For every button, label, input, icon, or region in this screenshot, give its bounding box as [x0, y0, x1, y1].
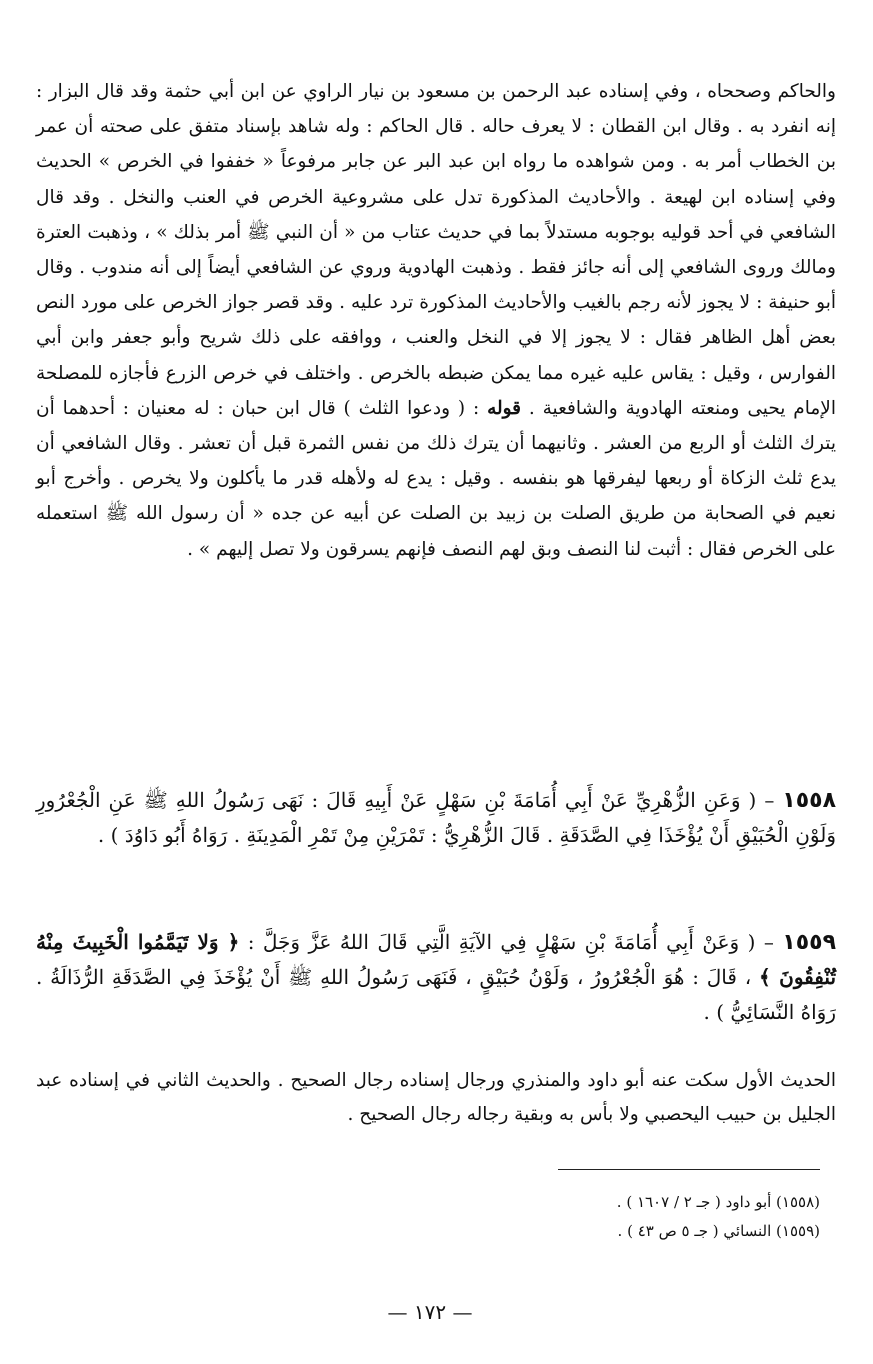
hadith-dash: – — [764, 788, 775, 812]
grading-paragraph — [36, 1064, 836, 1132]
footnotes — [300, 1188, 820, 1246]
footnote: (١٥٥٨) أبو داود ( جـ ٢ / ١٦٠٧ ) . — [616, 1193, 820, 1211]
hadith-number: ١٥٥٩ — [782, 930, 836, 955]
grading-text: الحديث الأول سكت عنه أبو داود والمنذري ورجال إسناده رجال الصحيح . والحديث الثاني في إسناده عبد الجليل بن حبيب اليحصبي ولا بأس به وبقية رجاله رجال الصحيح . — [36, 1070, 836, 1125]
hadith-text-continued: ، قَالَ : هُوَ الْجُعْرُورُ ، وَلَوْنُ حُبَيْقٍ ، فَنَهَى رَسُولُ اللهِ ﷺ أَنْ يُؤْخَذَ فِي الصَّدَقَةِ الرُّذَالَةُ . رَوَاهُ النَّسَائِيُّ ) . — [36, 965, 836, 1024]
hadith-number: ١٥٥٨ — [782, 788, 837, 813]
hadith-text: ( وَعَنْ أَبِي أُمَامَةَ بْنِ سَهْلٍ فِي الآيَةِ الَّتِي قَالَ اللهُ عَزَّ وَجَلَّ : — [247, 930, 756, 954]
commentary-text: والحاكم وصححاه ، وفي إسناده عبد الرحمن بن مسعود بن نيار الراوي عن ابن أبي حثمة وقد قال البزار : إنه انفرد به . وقال ابن القطان : لا يعرف حاله . قال الحاكم : وله شاهد بإسناد متفق على صحته أن عمر بن الخطاب أمر به . ومن شواهده ما رواه ابن عبد البر عن جابر مرفوعاً « خففوا في الخرص » الحديث وفي إسناده ابن لهيعة . والأحاديث المذكورة تدل على مشروعية الخرص في العنب والنخل . وقد قال الشافعي في أحد قوليه بوجوبه مستدلاً بما في حديث عتاب من « أن النبي ﷺ أمر بذلك » ، وذهبت العترة ومالك وروى الشافعي إلى أنه جائز فقط . وذهبت الهادوية وروي عن الشافعي أيضاً إلى أنه مندوب . وقال أبو حنيفة : لا يجوز لأنه رجم بالغيب والأحاديث المذكورة ترد عليه . وقد قصر جواز الخرص على مورد النص بعض أهل الظاهر فقال : لا يجوز إلا في النخل والعنب ، ووافقه على ذلك شريح وأبو جعفر وابن أبي الفوارس ، وقيل : يقاس عليه غيره مما يمكن ضبطه بالخرص . واختلف في خرص الزرع فأجازه للمصلحة الإمام يحيى ومنعته الهادوية والشافعية . — [36, 81, 836, 419]
commentary-block — [36, 74, 836, 567]
commentary-paragraph — [36, 74, 836, 567]
page-number: — ١٧٢ — — [387, 1300, 473, 1324]
quran-verse: ﴿ وَلا تَيَمَّمُوا الْخَبِيثَ مِنْهُ تُنْفِقُونَ ﴾ — [36, 930, 837, 989]
hadith-1559 — [36, 925, 836, 1030]
hadith-1558 — [36, 783, 836, 853]
footnote: (١٥٥٩) النسائي ( جـ ٥ ص ٤٣ ) . — [617, 1222, 820, 1240]
commentary-text-continued: : ( ودعوا الثلث ) قال ابن حبان : له معنيان : أحدهما أن يترك الثلث أو الربع من العشر . وثانيهما أن يترك ذلك من نفس الثمرة قبل أن تعشر . وقال الشافعي أن يدع ثلث الزكاة أو ربعها ليفرقها هو بنفسه . وقيل : يدع له ولأهله قدر ما يأكلون ولا يخرص . وأخرج أبو نعيم في الصحابة من طريق الصلت بن زبيد بن الصلت عن أبيه عن جده « أن رسول الله ﷺ استعمله على الخرص فقال : أثبت لنا النصف وبق لهم النصف فإنهم يسرقون ولا تصل إليهم » . — [36, 397, 836, 560]
hadith-text: ( وَعَنِ الزُّهْرِيِّ عَنْ أَبِي أُمَامَةَ بْنِ سَهْلٍ عَنْ أَبِيهِ قَالَ : نَهَى رَسُولُ اللهِ ﷺ عَنِ الْجُعْرُورِ وَلَوْنِ الْحُبَيْقِ أَنْ يُؤْخَذَا فِي الصَّدَقَةِ . قَالَ الزُّهْرِيُّ : تَمْرَيْنِ مِنْ تَمْرِ الْمَدِينَةِ . رَوَاهُ أَبُو دَاوُدَ ) . — [36, 788, 836, 847]
qawluh-label: قوله — [487, 397, 522, 419]
hadith-dash: – — [763, 930, 774, 954]
footnote-divider — [558, 1169, 820, 1170]
